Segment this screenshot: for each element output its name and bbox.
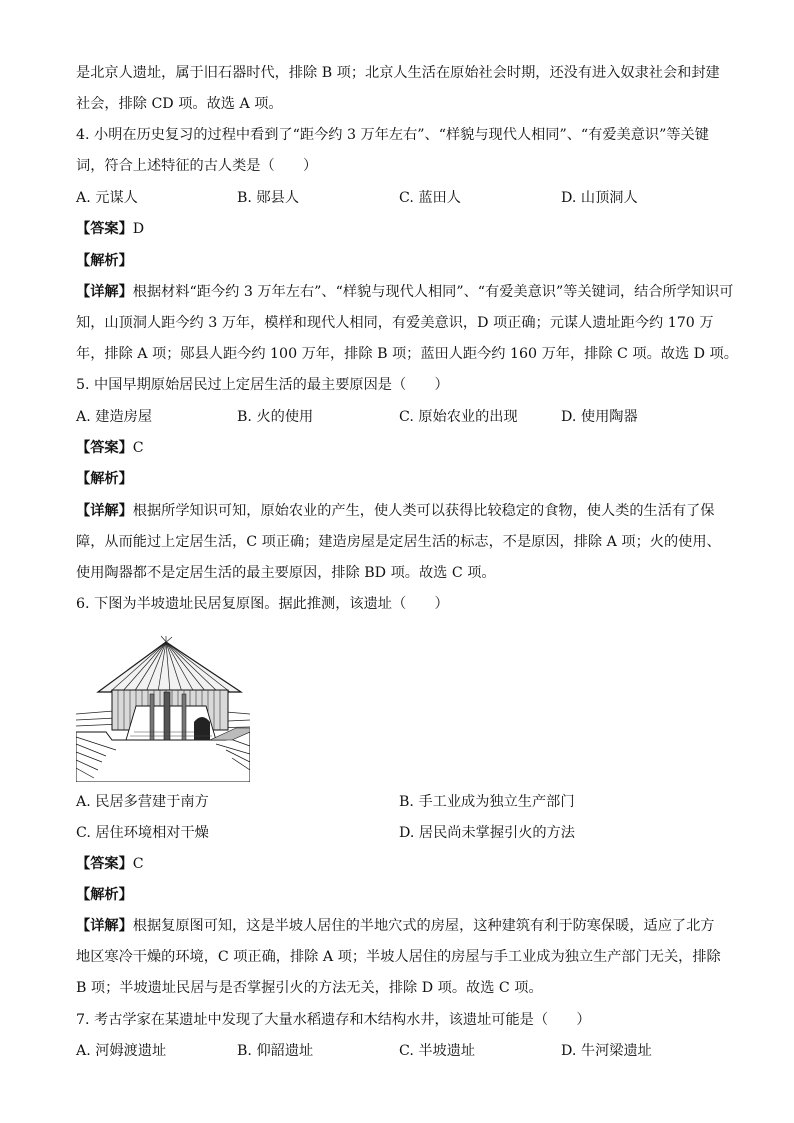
- q5-answer-value: C: [132, 440, 144, 456]
- q7-options: [76, 1041, 726, 1061]
- q6-answer-label: 【答案】: [76, 856, 133, 872]
- q5-option-a: A. 建造房屋: [76, 409, 153, 425]
- q5-answer-label: 【答案】: [76, 440, 133, 456]
- prev-explanation-line-1: 是北京人遗址，属于旧石器时代，排除 B 项；北京人生活在原始社会时期，还没有进入奴隶社会和封建: [76, 65, 720, 81]
- q7-option-b: B. 仰韶遗址: [237, 1043, 314, 1059]
- q6-options-row-2: [76, 823, 726, 843]
- q5-answer-row: [76, 438, 726, 458]
- q5-options: [76, 407, 726, 427]
- q4-detail-label: 【详解】: [76, 284, 133, 300]
- q5-option-d: D. 使用陶器: [561, 409, 638, 425]
- q6-answer-row: [76, 854, 726, 874]
- q5-option-b: B. 火的使用: [237, 409, 314, 425]
- q6-answer-value: C: [132, 856, 144, 872]
- q6-stem-line-1: 6. 下图为半坡遗址民居复原图。据此推测，该遗址（ ）: [76, 596, 449, 612]
- q4-stem-line-2: 词，符合上述特征的古人类是（ ）: [76, 158, 318, 174]
- prev-explanation-line-2: 社会，排除 CD 项。故选 A 项。: [76, 96, 283, 112]
- q5-detail-line-2: 障，从而能过上定居生活，C 项正确；建造房屋是定居生活的标志，不是原因，排除 A 项；火的使用、: [76, 534, 721, 550]
- q5-detail-label: 【详解】: [76, 503, 133, 519]
- q5-option-c: C. 原始农业的出现: [399, 409, 518, 425]
- q6-option-b: B. 手工业成为独立生产部门: [399, 794, 575, 810]
- q6-option-a: A. 民居多营建于南方: [76, 794, 209, 810]
- q6-option-d: D. 居民尚未掌握引火的方法: [399, 825, 575, 841]
- q6-analysis-label: 【解析】: [76, 887, 133, 903]
- q4-option-c: C. 蓝田人: [399, 190, 461, 206]
- q4-stem-line-1: 4. 小明在历史复习的过程中看到了“距今约 3 万年左右”、“样貌与现代人相同”、“有爱美意识”等关键: [76, 127, 709, 143]
- q7-option-d: D. 牛河梁遗址: [561, 1043, 652, 1059]
- q4-answer-value: D: [132, 221, 145, 237]
- q4-answer-label: 【答案】: [76, 221, 133, 237]
- q4-detail-line-1: 【详解】根据材料“距今约 3 万年左右”、“样貌与现代人相同”、“有爱美意识”等关键词，结合所学知识可: [76, 284, 734, 300]
- q4-options: [76, 188, 726, 208]
- q5-stem-line-1: 5. 中国早期原始居民过上定居生活的最主要原因是（ ）: [76, 377, 449, 393]
- q6-detail-line-2: 地区寒冷干燥的环境，C 项正确，排除 A 项；半坡人居住的房屋与手工业成为独立生产部门无关，排除: [76, 949, 721, 965]
- q4-detail-line-2: 知，山顶洞人距今约 3 万年，模样和现代人相同，有爱美意识，D 项正确；元谋人遗址距今约 170 万: [76, 315, 714, 331]
- q7-option-c: C. 半坡遗址: [399, 1043, 476, 1059]
- q6-option-c: C. 居住环境相对干燥: [76, 825, 209, 841]
- q4-detail-line-3: 年，排除 A 项；郧县人距今约 100 万年，排除 B 项；蓝田人距今约 160 万年，排除 C 项。故选 D 项。: [76, 346, 738, 362]
- q6-detail-line-3: B 项；半坡遗址民居与是否掌握引火的方法无关，排除 D 项。故选 C 项。: [76, 980, 543, 996]
- q6-detail-line-1: 【详解】根据复原图可知，这是半坡人居住的半地穴式的房屋，这种建筑有利于防寒保暖，适应了北方: [76, 918, 715, 934]
- q6-detail-label: 【详解】: [76, 918, 133, 934]
- q7-stem-line-1: 7. 考古学家在某遗址中发现了大量水稻遗存和木结构水井，该遗址可能是（ ）: [76, 1012, 591, 1028]
- q7-option-a: A. 河姆渡遗址: [76, 1043, 167, 1059]
- q6-options-row-1: [76, 792, 726, 812]
- q4-option-b: B. 郧县人: [237, 190, 300, 206]
- q5-detail-line-1: 【详解】根据所学知识可知，原始农业的产生，使人类可以获得比较稳定的食物，使人类的生活有了保: [76, 503, 715, 519]
- q5-detail-line-3: 使用陶器都不是定居生活的最主要原因，排除 BD 项。故选 C 项。: [76, 565, 496, 581]
- q4-option-a: A. 元谋人: [76, 190, 138, 206]
- q4-option-d: D. 山顶洞人: [561, 190, 638, 206]
- banpo-dwelling-illustration: [76, 632, 250, 782]
- q4-answer-row: [76, 219, 726, 239]
- q5-analysis-label: 【解析】: [76, 471, 133, 487]
- q4-analysis-label: 【解析】: [76, 253, 133, 269]
